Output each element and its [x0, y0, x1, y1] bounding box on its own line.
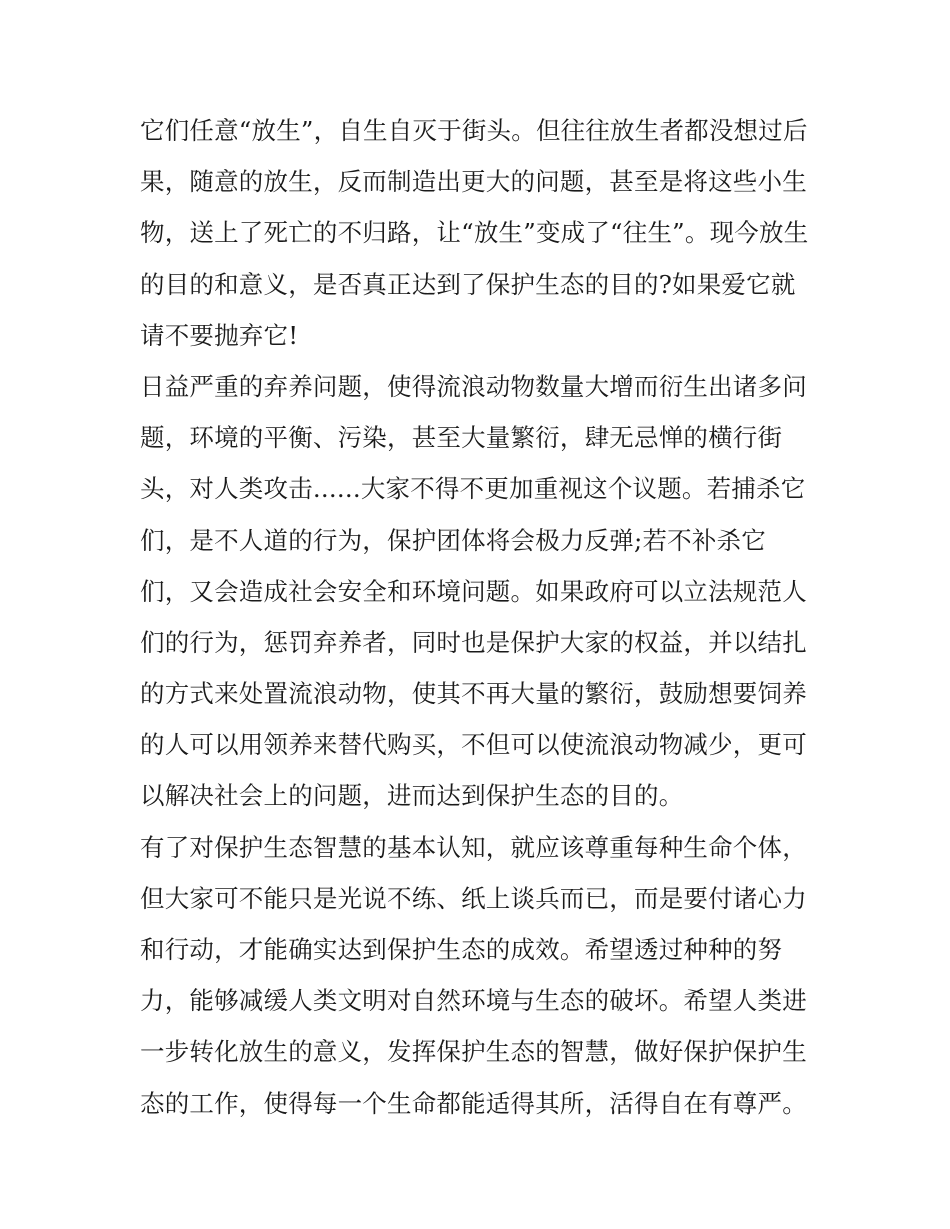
text-line: 有了对保护生态智慧的基本认知，就应该尊重每种生命个体，: [140, 832, 807, 862]
text-line: 的方式来处置流浪动物，使其不再大量的繁衍，鼓励想要饲养: [140, 679, 807, 709]
text-line: 态的工作，使得每一个生命都能适得其所，活得自在有尊严。: [140, 1088, 807, 1118]
text-line: 但大家可不能只是光说不练、纸上谈兵而已，而是要付诸心力: [140, 883, 807, 913]
text-line: 果，随意的放生，反而制造出更大的问题，甚至是将这些小生: [140, 167, 807, 197]
text-line: 物，送上了死亡的不归路，让“放生”变成了“往生”。现今放生: [140, 218, 809, 248]
text-line: 一步转化放生的意义，发挥保护生态的智慧，做好保护保护生: [140, 1037, 807, 1067]
text-line: 的人可以用领养来替代购买，不但可以使流浪动物减少，更可: [140, 730, 807, 760]
text-line: 力，能够减缓人类文明对自然环境与生态的破坏。希望人类进: [140, 986, 807, 1016]
text-line: 们的行为，惩罚弃养者，同时也是保护大家的权益，并以结扎: [140, 627, 807, 657]
text-line: 们，是不人道的行为，保护团体将会极力反弹;若不补杀它: [140, 525, 766, 555]
text-line: 日益严重的弃养问题，使得流浪动物数量大增而衍生出诸多问: [140, 371, 807, 401]
text-line: 它们任意“放生”，自生自灭于街头。但往往放生者都没想过后: [140, 116, 808, 145]
text-line: 们，又会造成社会安全和环境问题。如果政府可以立法规范人: [140, 576, 807, 606]
body-text: [140, 105, 820, 1129]
text-line: 的目的和意义，是否真正达到了保护生态的目的?如果爱它就: [140, 269, 796, 299]
text-line: 头，对人类攻击......大家不得不更加重视这个议题。若捕杀它: [140, 474, 806, 504]
text-line: 和行动，才能确实达到保护生态的成效。希望透过种种的努: [140, 935, 783, 964]
text-line: 题，环境的平衡、污染，甚至大量繁衍，肆无忌惮的横行街: [140, 423, 783, 453]
text-line: 以解决社会上的问题，进而达到保护生态的目的。: [140, 781, 684, 811]
text-line: 请不要抛弃它!: [140, 320, 299, 350]
